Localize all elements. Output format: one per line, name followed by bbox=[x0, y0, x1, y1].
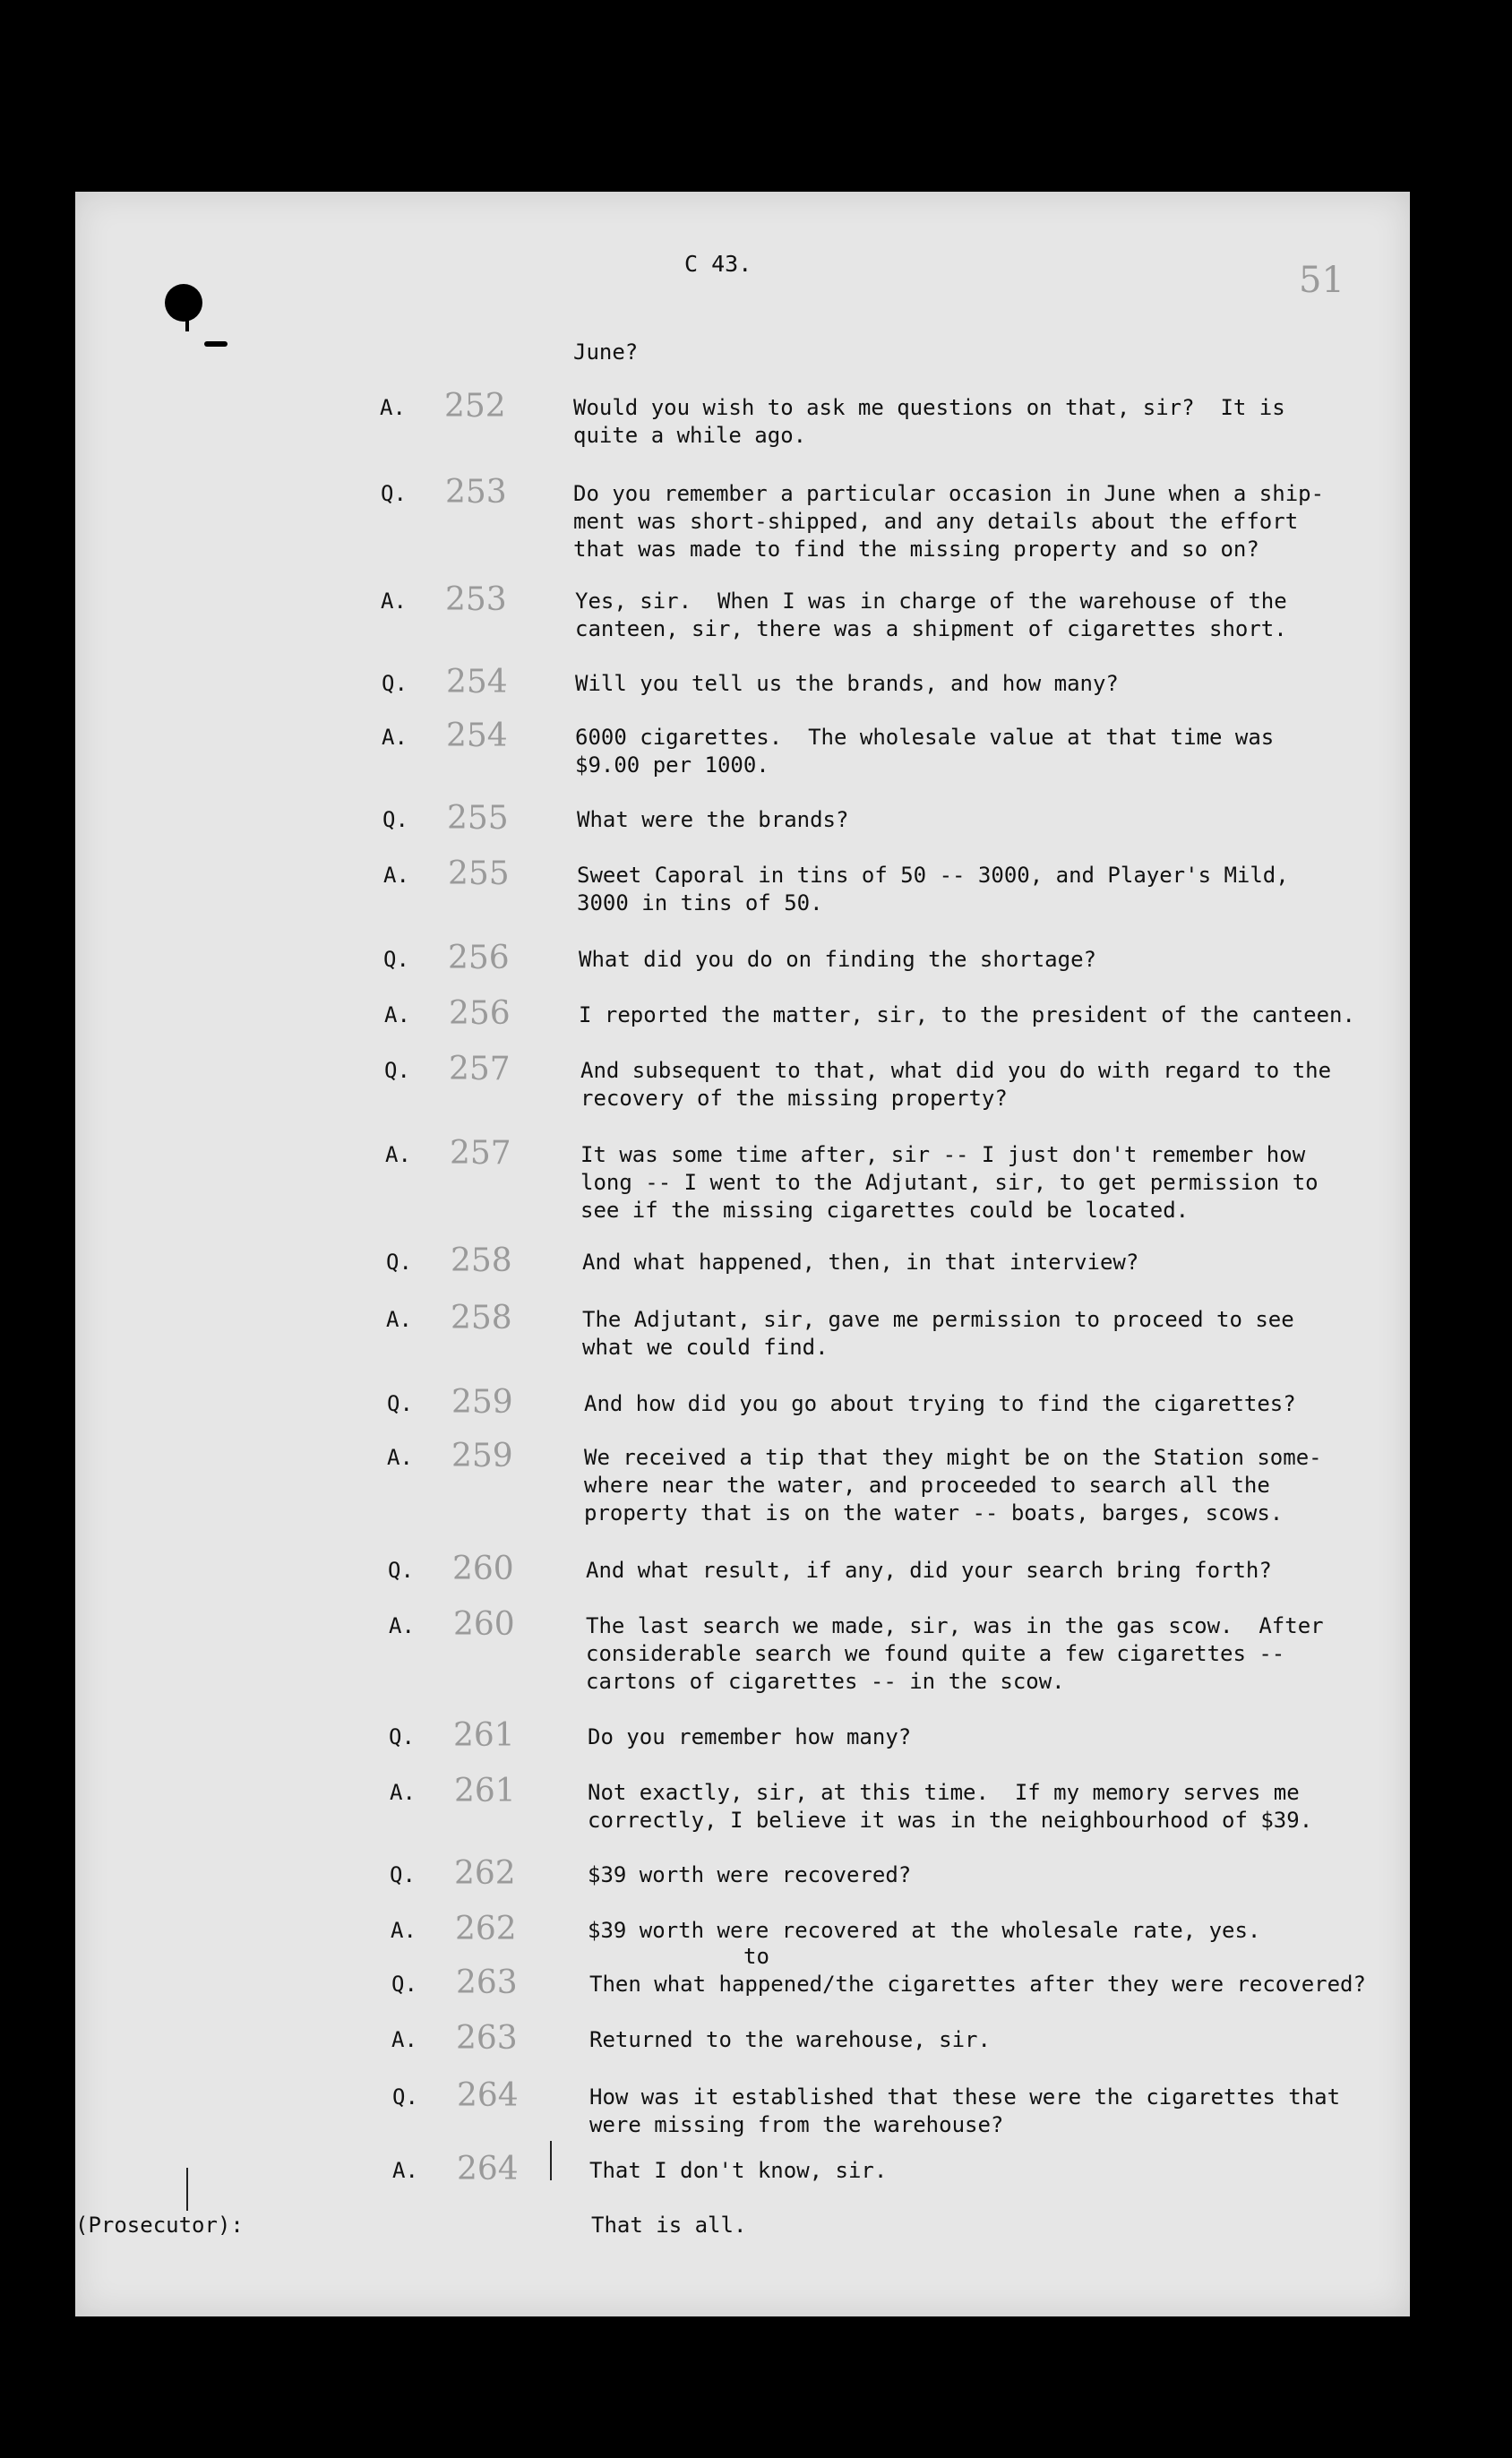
entry-text: Not exactly, sir, at this time. If my memory serves me correctly, I believe it was in the neighbourhood of $39. bbox=[588, 1780, 1313, 1833]
question-number: 260 bbox=[453, 1606, 515, 1643]
entry-text: I reported the matter, sir, to the president of the canteen. bbox=[579, 1002, 1355, 1027]
margin-mark bbox=[186, 2168, 188, 2211]
question-number: 253 bbox=[445, 581, 507, 618]
entry-text: And subsequent to that, what did you do with regard to the recovery of the missing property? bbox=[580, 1058, 1332, 1111]
speaker-marker: Q. bbox=[382, 807, 408, 832]
question-number: 254 bbox=[446, 718, 508, 754]
speaker-marker: A. bbox=[391, 2027, 417, 2052]
entry-text: The last search we made, sir, was in the gas scow. After considerable search we found quite a few cigarettes -- cartons of cigarettes -- in the scow. bbox=[586, 1613, 1324, 1694]
question-number: 259 bbox=[451, 1384, 513, 1421]
speaker-marker: Q. bbox=[383, 947, 409, 972]
entry-text: $39 worth were recovered? bbox=[588, 1862, 912, 1887]
page-number: 51 bbox=[1299, 260, 1344, 301]
continuation-text: June? bbox=[573, 339, 639, 365]
entry-text: $39 worth were recovered at the wholesale rate, yes. bbox=[588, 1918, 1261, 1943]
speaker-marker: Q. bbox=[386, 1250, 412, 1275]
question-number: 261 bbox=[453, 1717, 515, 1754]
speaker-marker: A. bbox=[380, 395, 406, 420]
speaker-marker: A. bbox=[392, 2158, 418, 2183]
margin-dash bbox=[204, 341, 228, 347]
speaker-marker: Q. bbox=[391, 1972, 417, 1997]
speaker-marker: Q. bbox=[382, 671, 408, 696]
entry-text: Then what happened/the cigarettes after they were recovered? bbox=[589, 1972, 1366, 1997]
entry-text: It was some time after, sir -- I just don't remember how long -- I went to the Adjutant, sir, to get permission to see if the missing cigarettes could be located. bbox=[580, 1142, 1319, 1223]
question-number: 258 bbox=[451, 1242, 512, 1279]
closing-remark: That is all. bbox=[591, 2213, 747, 2238]
question-number: 263 bbox=[456, 2020, 518, 2057]
speaker-marker: A. bbox=[381, 589, 407, 614]
question-number: 262 bbox=[455, 1911, 517, 1947]
question-number: 262 bbox=[454, 1855, 516, 1892]
entry-text: 6000 cigarettes. The wholesale value at that time was $9.00 per 1000. bbox=[575, 725, 1275, 778]
entry-text: Would you wish to ask me questions on that, sir? It is quite a while ago. bbox=[573, 395, 1285, 448]
entry-text: Do you remember a particular occasion in June when a ship- ment was short-shipped, and any details about the effort that was made to find the missing property and so on? bbox=[573, 481, 1325, 562]
speaker-marker: Q. bbox=[389, 1724, 415, 1749]
question-number: 257 bbox=[450, 1135, 511, 1172]
question-number: 254 bbox=[446, 664, 508, 700]
question-number: 263 bbox=[456, 1964, 518, 2001]
speaker-marker: Q. bbox=[384, 1058, 410, 1083]
speaker-label: (Prosecutor): bbox=[75, 2213, 244, 2238]
punch-hole-tail bbox=[185, 319, 189, 331]
speaker-marker: Q. bbox=[387, 1391, 413, 1416]
entry-text: Sweet Caporal in tins of 50 -- 3000, and Player's Mild, 3000 in tins of 50. bbox=[577, 863, 1289, 915]
question-number: 255 bbox=[447, 800, 509, 837]
question-number: 257 bbox=[449, 1051, 511, 1087]
question-number: 256 bbox=[448, 940, 510, 976]
question-number: 260 bbox=[452, 1551, 514, 1587]
speaker-marker: A. bbox=[385, 1142, 411, 1167]
margin-mark-2 bbox=[550, 2141, 552, 2180]
entry-text: And what happened, then, in that interview? bbox=[582, 1250, 1139, 1275]
speaker-marker: A. bbox=[383, 863, 409, 888]
entry-text: How was it established that these were the cigarettes that were missing from the warehouse? bbox=[589, 2084, 1341, 2137]
speaker-marker: A. bbox=[387, 1445, 413, 1470]
entry-text: Do you remember how many? bbox=[588, 1724, 912, 1749]
speaker-marker: Q. bbox=[390, 1862, 416, 1887]
entry-text: The Adjutant, sir, gave me permission to proceed to see what we could find. bbox=[582, 1307, 1294, 1360]
question-number: 264 bbox=[457, 2151, 519, 2187]
punch-hole-icon bbox=[165, 284, 202, 322]
speaker-marker: A. bbox=[384, 1002, 410, 1027]
speaker-marker: A. bbox=[390, 1780, 416, 1805]
entry-text: What were the brands? bbox=[577, 807, 849, 832]
entry-text: Yes, sir. When I was in charge of the warehouse of the canteen, sir, there was a shipment of cigarettes short. bbox=[575, 589, 1287, 641]
speaker-marker: A. bbox=[389, 1613, 415, 1638]
entry-text: And how did you go about trying to find the cigarettes? bbox=[584, 1391, 1296, 1416]
question-number: 255 bbox=[448, 855, 510, 892]
entry-text: We received a tip that they might be on the Station some- where near the water, and proceeded to search all the property that is on the water -- boats, barges, scows. bbox=[584, 1445, 1322, 1526]
entry-text: What did you do on finding the shortage? bbox=[579, 947, 1096, 972]
speaker-marker: A. bbox=[382, 725, 408, 750]
handwritten-insert: to bbox=[743, 1944, 769, 1969]
question-number: 259 bbox=[451, 1438, 513, 1474]
page-reference: C 43. bbox=[684, 251, 752, 277]
speaker-marker: A. bbox=[391, 1918, 417, 1943]
entry-text: And what result, if any, did your search bring forth? bbox=[586, 1558, 1272, 1583]
speaker-marker: Q. bbox=[381, 481, 407, 506]
speaker-marker: A. bbox=[386, 1307, 412, 1332]
question-number: 253 bbox=[445, 474, 507, 511]
question-number: 264 bbox=[457, 2077, 519, 2114]
question-number: 252 bbox=[444, 388, 506, 425]
entry-text: Will you tell us the brands, and how many? bbox=[575, 671, 1119, 696]
entry-text: That I don't know, sir. bbox=[589, 2158, 888, 2183]
question-number: 261 bbox=[454, 1773, 516, 1809]
entry-text: Returned to the warehouse, sir. bbox=[589, 2027, 991, 2052]
question-number: 256 bbox=[449, 995, 511, 1032]
speaker-marker: Q. bbox=[388, 1558, 414, 1583]
question-number: 258 bbox=[451, 1300, 512, 1336]
speaker-marker: Q. bbox=[392, 2084, 418, 2110]
